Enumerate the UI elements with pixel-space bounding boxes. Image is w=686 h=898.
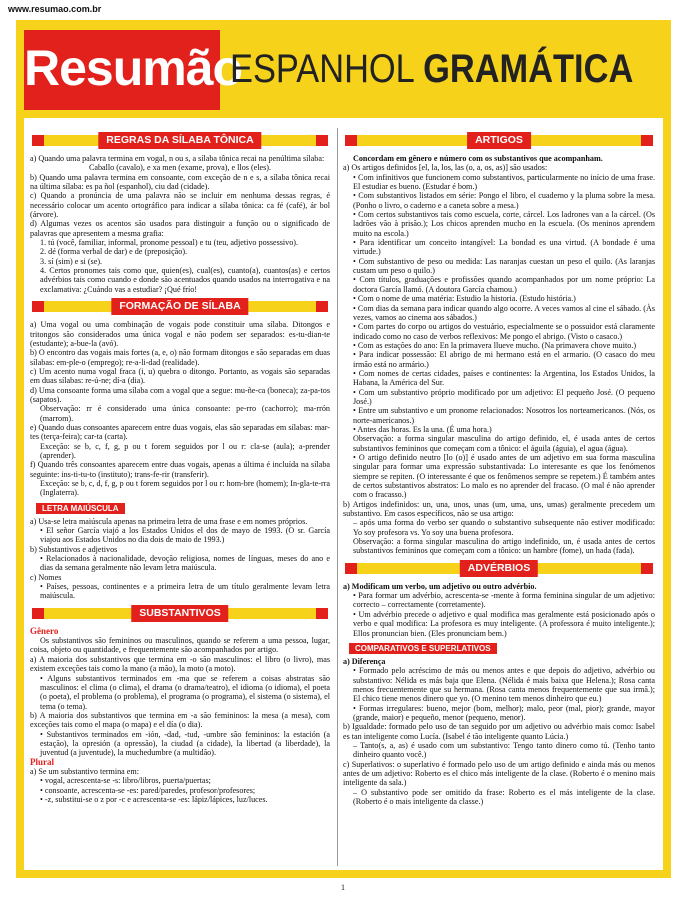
left-column [30,128,330,804]
paragraph: • Para indicar possessão: El abrigo de mi hermano está en el armario. (O casaco do meu irmão está no armário.) [353,350,655,369]
section-body-capitals [30,517,330,601]
section-body-adverbs [343,582,655,638]
paragraph: Os substantivos são femininos ou masculinos, quando se referem a uma pessoa, lugar, coisa, objeto ou quantidade, e frequentemente são acompanhados por artigo. [30,636,330,655]
paragraph: a) Quando uma palavra termina em vogal, n ou s, a sílaba tônica recai na penúltima sílaba: [30,154,325,163]
section-header-adverbs [343,560,655,577]
paragraph: • Países, pessoas, continentes e a primeira letra de um título geralmente levam letra maiúscula. [40,582,330,601]
paragraph: c) Um acento numa vogal fraca (i, u) quebra o ditongo. Portanto, as vogais são separadas em duas sílabas: re-ú-ne; dí-a (dia). [30,366,330,386]
paragraph: a) Os artigos definidos [el, la, los, las (o, a, os, as)] são usados: [343,163,548,173]
paragraph: – O substantivo pode ser omitido da frase: Roberto es el más inteligente de la clase. (Roberto é o mais inteligente da classe.) [353,787,655,806]
section-body-syllable-stress [30,154,330,294]
section-title: FORMAÇÃO DE SÍLABA [111,298,248,315]
subject-header [230,34,654,104]
paragraph: • Entre um substantivo e um pronome relacionados: Nosotros los norteamericanos. (Nós, os norte-americanos.) [353,406,655,425]
paragraph: d) Algumas vezes os acentos são usados para distinguir a função ou o significado de palavras que apresentem a mesma grafia: [30,219,330,238]
section-body-syllable-formation [30,320,330,498]
paragraph: • Formado pelo acréscimo de más ou menos antes e que depois do adjetivo, advérbio ou substantivo: Nélida es más baja que Elena. (Nélida é mais baixa que Helena.); Rosa canta menos frecuentemente que su hermana. (Rosa canta menos frequentemente que sua irmã.); El chico tiene menos dinero que yo. (O menino tem menos dinheiro que eu.) [353,666,655,704]
paragraph: • Com infinitivos que funcionem como substantivos, particularmente no início de uma frase. El estudiar es bueno. (Estudar é bom.) [353,172,655,192]
paragraph: • Com partes do corpo ou artigos do vestuário, especialmente se o possuidor está claramente indicado como no caso de verbos reflexivos: Me pongo el abrigo. (Visto o casaco.) [353,322,655,341]
paragraph: Concordam em gênero e número com os substantivos que acompanham. [353,154,603,163]
paragraph: • Com as estações do ano: En la primavera llueve mucho. (Na primavera chove muito.) [353,340,637,350]
section-title: ADVÉRBIOS [460,560,538,577]
subject-title [230,34,634,104]
page-number: 1 [341,883,345,892]
paragraph: • Para formar um advérbio, acrescenta-se -mente à forma feminina singular de um adjetivo: correcto – correctamente (corretamente). [353,591,655,610]
paragraph: • Com substantivos listados em série: Pongo el libro, el cuaderno y la pluma sobre la mesa. (Ponho o livro, o caderno e a caneta sobre a mesa.) [353,191,655,210]
paragraph: • Com nomes de certas cidades, países e continentes: la Argentina, los Estados Unidos, la Habana, la América del Sur. [353,368,655,388]
paragraph: 2. dé (forma verbal de dar) e de (preposição). [40,247,188,257]
paragraph: Caballo (cavalo), e xa men (exame, prova), e llos (eles). [88,163,272,173]
section-header-syllable-stress [30,132,330,149]
section-header-articles [343,132,655,149]
paragraph: • Antes das horas. Es la una. (É uma hora.) [353,424,492,434]
paragraph: – após uma forma do verbo ser quando o substantivo subsequente não estiver modificado: Yo soy profesora vs. Yo soy una buena profesora. [353,518,655,537]
paragraph: • Relacionados à nacionalidade, devoção religiosa, nomes de línguas, meses do ano e dias da semana geralmente não levam letra maiúscula. [40,554,330,573]
paragraph: b) A maioria dos substantivos que termina em -a são femininos: la mesa (a mesa), com exceções tais como el mapa (o mapa) e el día (o dia). [30,710,330,730]
paragraph: • Com títulos, graduações e profissões quando acompanhados por um nome próprio: La doctora García llamó. (A doutora García chamou.) [353,275,655,294]
paragraph: a) Uma vogal ou uma combinação de vogais pode constituir uma sílaba. Ditongos e tritongos são considerados uma única vogal e não podem ser separados: es-tu-dian-te (estudante); a-bue-la (avó). [30,320,330,348]
paragraph: e) Quando duas consoantes aparecem entre duas vogais, elas são separadas em sílabas: mar-tes (terça-feira); car-ta (carta). [30,422,330,442]
section-title: ARTIGOS [467,132,531,149]
paragraph: Observação: rr é considerado uma única consoante: pe-rro (cachorro); ma-rrón (marrom). [40,404,330,423]
paragraph: • Com o nome de uma matéria: Estudio la historia. (Estudo história.) [353,294,576,304]
paragraph: 3. sí (sim) e si (se). [40,256,103,266]
paragraph: c) Nomes [30,572,62,582]
paragraph: • El señor García viajó a los Estados Unidos el dos de mayo de 1993. (O sr. García viajou aos Estados Unidos no dia dois de maio de 1993.) [40,526,330,545]
section-title: SUBSTANTIVOS [131,605,228,622]
paragraph: • Com dias da semana para indicar quando algo ocorre. A veces vamos al cine el sábado. (Às vezes, vamos ao cinema aos sábados.) [353,303,655,322]
paragraph: Exceção: se b, c, d, f, g, p ou t forem seguidos por l ou r: hom-bre (homem); In-gla-te-rra (Inglaterra). [40,479,330,498]
paragraph: • -z, substitui-se o z por -c e acrescenta-se -es: lápiz/lápices, luz/luces. [40,794,268,804]
paragraph: c) Quando a pronúncia de uma palavra não se incluir em nenhuma dessas regras, é necessário colocar um acento ortográfico para indicar a sílaba tônica: ca fé (café), ár bol (árvore). [30,191,330,220]
right-column [343,128,655,806]
section-title: REGRAS DA SÍLABA TÔNICA [98,132,261,149]
paragraph: • Substantivos terminados em -ión, -dad, -tud, -umbre são femininos: la estación (a estação), la opresión (a opressão), la ciudad (a cidade), la libertad (a liberdade), la juventud (a juventude), la muchedumbre (a multidão). [40,729,330,758]
paragraph: b) Artigos indefinidos: un, una, unos, unas (um, uma, uns, umas) geralmente precedem um substantivo. Em casos específicos, não se usa artigo: [343,499,655,519]
paragraph: • Alguns substantivos terminados em -ma que se referem a coisas abstratas são masculinos: el clima (o clima), el drama (o drama/teatro), el idioma (o idioma), el poeta (o poeta), el problema (o problema), el programa (o programa), el sistema (o sistema), el tema (o tema). [40,673,330,711]
paragraph: b) Igualdade: formado pelo uso de tan seguido por um adjetivo ou advérbio mais como: Isabel es tan inteligente como Lucía. (Isabel é tão inteligente quanto Lúcia.) [343,722,655,741]
subject-bold: GRAMÁTICA [423,47,634,91]
paragraph: • Formas irregulares: bueno, mejor (bom, melhor); malo, peor (mal, pior); grande, mayor (grande, maior) e pequeño, menor (pequeno, menor). [353,703,655,722]
section-header-nouns [30,605,330,622]
section-header-syllable-formation [30,298,330,315]
paragraph: • Com certos substantivos tais como escuela, corte, cárcel. Los ladrones van a la cárcel. (Os ladrões vão à prisão.); Los chicos aprenden mucho en la escuela. (Os meninos aprendem muito na escola.) [353,210,655,238]
paragraph: – Tanto(s, a, as) é usado com um substantivo: Tengo tanto dinero como tú. (Tenho tanto dinheiro quanto você.) [353,740,655,760]
paragraph: a) Modificam um verbo, um adjetivo ou outro advérbio. [343,581,537,591]
subheading-gender: Gênero [30,625,59,636]
paragraph: b) O encontro das vogais mais fortes (a, e, o) não formam ditongos e são separadas em duas sílabas: em-ple-o (emprego); re-a-li-dad (realidade). [30,348,330,367]
paragraph: Exceção: se b, c, f, g, p ou t forem seguidos por l ou r: cla-se (aula); a-prender (aprender). [40,441,330,460]
subject-light: ESPANHOL [230,47,414,91]
section-body-nouns [30,627,330,805]
section-body-articles [343,154,655,556]
paragraph: • Para identificar um conceito intangível: La bondad es una virtud. (A bondade é uma virtude.) [353,238,655,257]
paragraph: • O artigo definido neutro [lo (o)] é usado antes de um adjetivo em sua forma masculina singular para formar uma expressão substantivada: Lo interesante es que los fenómenos siempre se repiten. (O interessante é que os fenômenos sempre se repetem.) É também antes de certos substantivos abstratos: Lo malo es no aprender del fracaso. (O mal é não aprender com o fracasso.) [353,453,655,500]
paragraph: • Com um substantivo próprio modificado por um adjetivo: El pequeño José. (O pequeno José.) [353,387,655,406]
subsection-title-capitals: LETRA MAIÚSCULA [36,503,125,514]
brand-logo-box [24,30,243,110]
section-body-comparatives [343,657,655,807]
paragraph: d) Uma consoante forma uma sílaba com a vogal que a segue: mu-ñe-ca (boneca); za-pa-tos (sapatos). [30,385,330,404]
site-url[interactable]: www.resumao.com.br [8,4,102,14]
paragraph: a) Se um substantivo termina em: [30,766,139,776]
column-divider [337,128,338,866]
paragraph: 4. Certos pronomes tais como que, quien(es), cual(es), cuanto(a), cuantos(as) e certos advérbios tais como cuando e donde são acentuados quando usados na interrogativa e na exclamativa: ¿Cuándo vas a estudiar? ¡Qué frío! [40,266,330,294]
paragraph: Observação: a forma singular masculina do artigo definido, el, é usada antes de certos substantivos femininos que começam com a tônico: el águila (águia), el agua (água). [353,434,655,453]
paragraph: b) Quando uma palavra termina em consoante, com exceção de n e s, a sílaba tônica recai na última sílaba: es pa ñol (espanhol), ciu dad (cidade). [30,172,330,192]
paragraph: f) Quando três consoantes aparecem entre duas vogais, apenas a última é incluída na sílaba seguinte: ins-ti-tu-to (instituto); trans-fe-rir (transferir). [30,460,330,479]
paragraph: • vogal, acrescenta-se -s: libro/libros, puerta/puertas; [40,776,211,786]
paragraph: a) Usa-se letra maiúscula apenas na primeira letra de uma frase e em nomes próprios. [30,516,308,526]
subsection-title-comparatives: COMPARATIVOS E SUPERLATIVOS [349,643,497,654]
brand-logo: Resumão [24,40,243,96]
paragraph: c) Superlativos: o superlativo é formado pelo uso de um artigo definido e ainda más ou menos antes de um adjetivo: Roberto es el chico más inteligente de la clase. (Roberto é o menino mais inteligente da sala.) [343,759,655,788]
paragraph: • consoante, acrescenta-se -es: pared/paredes, profesor/profesores; [40,785,256,795]
paragraph: b) Substantivos e adjetivos [30,544,118,554]
paragraph: 1. tú (você, familiar, informal, pronome pessoal) e tu (teu, adjetivo possessivo). [40,238,299,248]
paragraph: a) A maioria dos substantivos que termina em -o são masculinos: el libro (o livro), mas existem exceções tais como la mano (a mão), la moto (a moto). [30,654,330,674]
paragraph: • Com substantivo de peso ou medida: Las naranjas cuestan un peso el quilo. (As laranjas custam um peso o quilo.) [353,256,655,276]
paragraph: a) Diferença [343,656,386,666]
paragraph: Observação: a forma singular masculina do artigo indefinido, un, é usada antes de certos substantivos femininos que começam com a tônico: un hambre (fome), un hada (fada). [353,537,655,556]
subheading-plural: Plural [30,756,54,767]
paragraph: • Um advérbio precede o adjetivo e qual modifica mas geralmente está posicionado após o verbo e qual modifica: La profesora es muy inteligente. (A professora é muito inteligente.); Ellos pronuncian bien. (Eles pronunciam bem.) [353,609,655,638]
